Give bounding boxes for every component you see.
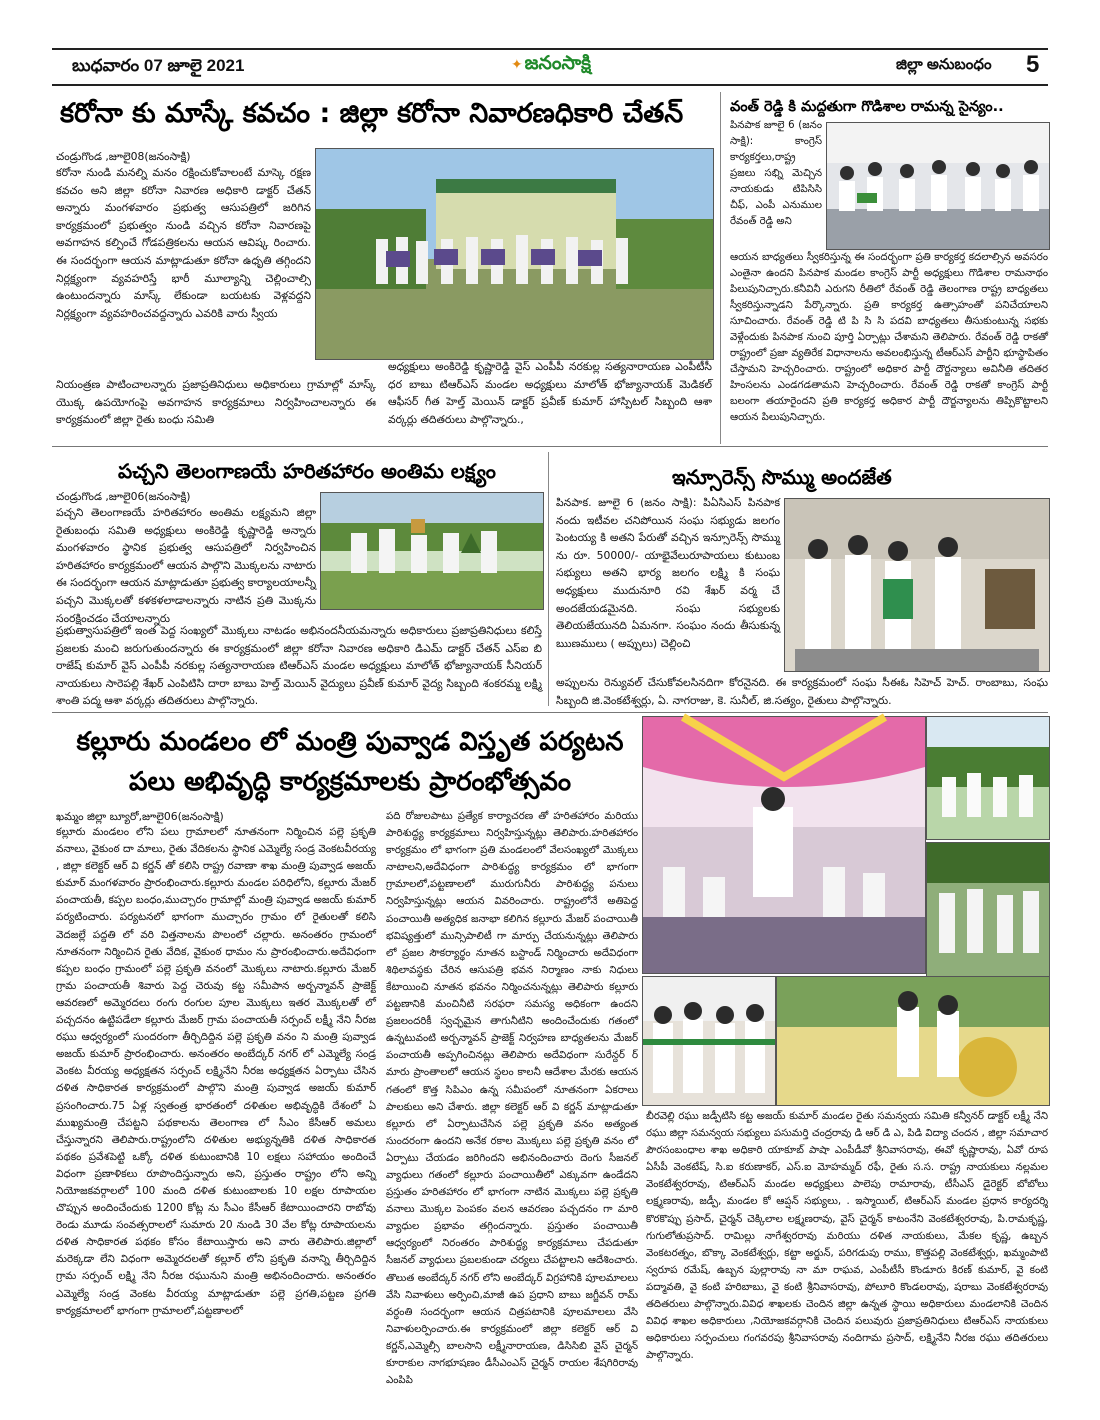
article5-photo-bottom-left <box>776 976 1050 1106</box>
article1-wide-text: నియంత్రణ పాటించాలన్నారు ప్రజాప్రతినిధులు అధికారులు గ్రామాల్లో మాస్క్ యొక్క ఉపయోగంపై అవగాహన కార్యక్రమాలు నిర్వహించాలన్నారు ఈ కార్యక్రమంలో జిల్లా రైతు బంధు సమితి <box>56 378 376 427</box>
article2-beside-photo: పినపాక జూలై 6 (జనం సాక్షి): కాంగ్రెస్ కార్యకర్తలు,రాష్ట్ర ప్రజలు సభ్ని మెచ్చిన నాయకుడు టిపిసిసి చీఫ్, ఎంపీ ఎనుముల రేవంత్ రెడ్డి అని <box>730 120 822 227</box>
masthead-logo <box>495 50 607 80</box>
article4-photo <box>784 498 1050 672</box>
article2-photo <box>826 122 1050 250</box>
article5-photo-main <box>642 716 926 974</box>
article3-wide-text: ప్రభుత్వాసుపత్రిలో ఇంత పెద్ద సంఖ్యలో మొక్కలు నాటడం అభినందనీయమన్నారు అధికారులు ప్రజాప్రతినిధులు కలిస్తే ప్రజలకు మంచి జరుగుతుందన్నారు ఈ కార్యక్రమంలో జిల్లా కరోనా నివారణ అధికారి డిఎమ్ డాక్టర్ చేతన్ ఎస్ఐ బి రాజేష్ కుమార్ వైస్ ఎంపీపీ నరకుల్ల సత్యనారాయణ టిఆర్ఎస్ మండల అధ్యక్షులు మాలోత్ భోజ్యానాయక్ సీనియర్ నాయకులు సారెపల్లి శేఖర్ ఎంపిటిసి దారా బాబు హెల్త్ మెయిన్ వైద్యులు ప్రవీణ్ కుమార్ వైద్య సిబ్బంది శంకరమ్మ లక్ష్మి శాంతి పద్మ ఆశా వర్కర్లు తదితరులు పాల్గొన్నారు. <box>56 624 542 708</box>
article1-dateline: చండ్రుగొండ ,జూలై08(జనంసాక్షి) <box>56 150 191 163</box>
article5-col1: కల్లూరు మండలం లోని పలు గ్రామాలలో నూతనంగా నిర్మించిన పల్లె ప్రకృతి వనాలు, వైకుంఠ దా మాలు, రైతు వేదికలను స్థానిక ఎమ్మెల్యే సండ్ర వెంకటవీరయ్య , జిల్లా కలెక్టర్ ఆర్ వి కర్ణన్ తో కలిసి రాష్ట్ర రవాణా శాఖ మంత్రి పువ్వాడ అజయ్ కుమార్ మంగళవారం ప్రారంభించారు.కల్లూరు మండల పరిధిలోని, కల్లూరు మేజర్ పంచాయతీ, కప్పల బంధం,ముచ్చారం గ్రామాల్లో మంత్రి పువ్వాడ అజయ్ కుమార్ పర్యటించారు. పర్యటనలో భాగంగా ముచ్చారం గ్రామం లో రైతులతో కలిసి వెదజల్లే పద్దతి లో వరి విత్తనాలను పొలంలో చల్లారు. అనంతరం గ్రామంలో నూతనంగా నిర్మించిన రైతు వేదిక, వైకుంఠ ధామం ను ప్రారంభించారు.అదేవిధంగా కప్పల బంధం గ్రామంలో పల్లె ప్రకృతి వనంలో మొక్కలు నాటారు.కల్లూరు మేజర్ గ్రామ పంచాయతీ శివారు పెద్ద చెరువు కట్ట సమీపాన అర్బన్మావన్ ప్రాజెక్ట్ ఆవరణలో అమ్మెరదలు రంగు రంగుల పూల మొక్కలు ఇతర మొక్కలతో లో పచ్చదనం ఉట్టిపడేలా కల్లూరు మేజర్ గ్రామ పంచాయతీ సర్పంచ్ లక్ష్మీ నేని నీరజ రఘు ఆధ్వర్యంలో సుందరంగా తీర్చిదిద్దిన పల్లె ప్రకృతి వనం ని మంత్రి పువ్వాడ అజయ్ కుమార్ ప్రారంభించారు. అనంతరం అంబేద్కర్ నగర్ లో ఎమ్మెల్యే సండ్ర వెంకట వీరయ్య అధ్యక్షతన సర్పంచ్ లక్ష్మినేని నీరజ అధ్యక్షతన ఏర్పాటు చేసిన దళిత సాధికారత కార్యక్రమంలో పాల్గొని మంత్రి పువ్వాడ అజయ్ కుమార్ ప్రసంగించారు.75 ఏళ్ల స్వతంత్ర భారతంలో దళితుల అభివృద్ధికి దేశంలో ఏ ముఖ్యమంత్రి చేపట్టని పథకాలను తెలంగాణ లో సీఎం కేసీఆర్ అమలు చేస్తున్నారని తెలిపారు.రాష్ట్రంలోని దళితుల అభ్యున్నతికి దళిత సాధికారత పథకం ప్రవేశపెట్టి ఒక్కో దళిత కుటుంబానికి 10 లక్షలు సహాయం అందించే విధంగా ప్రణాళికలు రూపొందిస్తున్నారు అని, ప్రస్తుతం రాష్ట్రం లోని అన్ని నియోజకవర్గాలలో 100 మంది దళిత కుటుంబాలకు 10 లక్షల రూపాయల చొప్పున అందించేందుకు 1200 కోట్ల ను సీఎం కేసీఆర్ కేటాయించారని రాబోవు రెండు మూడు సంవత్సరాలలో సుమారు 20 నుండి 30 వేల కోట్ల రూపాయలను దళిత సాధికారత పథకం కోసం కేటాయిస్తారు అని వారు తెలిపారు.జిల్లాలో మరెక్కడా లేని విధంగా అమ్మెరదలతో కల్లూర్ లోని ప్రకృతి వనాన్ని తీర్చిదిద్దిన గ్రామ సర్పంచ్ లక్ష్మి నేని నీరజ రఘునుని మంత్రి అభినందించారు. అనంతరం ఎమ్మెల్యే సండ్ర వెంకట వీరయ్య మాట్లాడుతూ పల్లె ప్రగతి,పట్టణ ప్రగతి కార్యక్రమాలలో భాగంగా గ్రామాలలో,పట్టణాలలో <box>56 826 376 1317</box>
article3-col1: పచ్చని తెలంగాణయే హరితహారం అంతిమ లక్ష్యమని జిల్లా రైతుబంధు సమితి అధ్యక్షులు అంకిరెడ్డి కృష్ణారెడ్డి అన్నారు మంగళవారం స్థానిక ప్రభుత్వ ఆసుపత్రిలో నిర్వహించిన హరితహారం కార్యక్రమంలో ఆయన పాల్గొని మొక్కలను నాటారు ఈ సందర్భంగా ఆయన మాట్లాడుతూ ప్రభుత్వ కార్యాలయాలన్నీ పచ్చని మొక్కలతో కళకళలాడాలన్నారు నాటిన ప్రతి మొక్కను సంరక్షించడం చేయాలన్నారు <box>56 506 316 625</box>
section-rule-2 <box>52 712 1048 713</box>
article5-col3: బీరవెల్లి రఘు జడ్పీటిసి కట్ట అజయ్ కుమార్ మండల రైతు సమన్వయ సమితి కన్వీనర్ డాక్టర్ లక్ష్మీ నేని రఘు జిల్లా సమన్వయ సభ్యులు పసుమర్తి చంద్రరావు డి ఆర్ డి ఎ, పిడి విద్యా చందన , జిల్లా సమాచార పౌరసంబంధాల శాఖ అధికారి యాకూబ్ పాషా ఎంపీడీవో శ్రీనివాసరావు, ఈవో కృష్ణారావు, ఏవో రూప ఏసీపీ వెంకటేష్, సి.ఐ కరుణాకర్, ఎస్.ఐ మోహమ్మద్ రఫీ, రైతు స.స. రాష్ట్ర నాయకులు నల్లమల వెంకటేశ్వరరావు, టిఆర్ఎస్ మండల అధ్యక్షులు పాలెపు రామారావు, టీసీఎస్ డైరెక్టర్ బోబోలు లక్ష్మణరావు, జడ్పీ, మండల కో ఆప్షన్ సభ్యులు, . ఇస్మాయిల్, టిఆర్ఎస్ మండల ప్రధాన కార్యదర్శి కొరకొప్పు ప్రసాద్, చైర్మన్ చెక్కిలాల లక్ష్మణరావు, వైస్ చైర్మన్ కాటంనేని వెంకటేశ్వరరావు, పి.రామకృష్ణ, గుగులోతుప్రసాద్. రామిల్లు నాగేశ్వరరావు మరియు దళిత నాయకులు, మేకల కృష్ణ, ఉబ్బన వెంకటరత్నం, బొక్కా వెంకటేశ్వర్లు, కట్టా అర్జున్, పరిగడుపు రాము, కొత్తపల్లి వెంకటేశ్వర్లు, ఖమ్మంపాటి స్వరూప రమేష్, ఉబ్బన పుల్లారావు నా మా రాఘవ, ఎంపీటీసీ కొండూరు కిరణ్ కుమార్, వై కంటి పద్మావతి, వై కంటి హరిబాబు, వై కంటి శ్రీనివాసరావు, పోలూరి కొండలరావు, షరాబు వెంకటేశ్వరరావు తదితరులు పాల్గొన్నారు.వివిధ శాఖలకు చెందిన జిల్లా ఉన్నత స్థాయి అధికారులు మండలానికి చెందిన వివిధ శాఖల అధికారులు ,నియోజకవర్గానికి చెందిన పలువురు ప్రజాప్రతినిధులు టిఆర్ఎస్ నాయకులు అధికారులు సర్పంచులు గంగవరపు శ్రీనివాసరావు నందిగామ ప్రసాద్, లక్ష్మినేని నీరజ రఘు తదితరులు పాల్గొన్నారు. <box>646 1111 1048 1362</box>
article5-photo-top-right <box>926 716 1050 840</box>
column-divider-mid <box>548 452 549 706</box>
article5-headline-line2: పలు అభివృద్ధి కార్యక్రమాలకు ప్రారంభోత్సవం <box>128 767 571 797</box>
page-number: 5 <box>1026 51 1040 78</box>
column-divider-top <box>720 92 721 444</box>
article1-col2: అధ్యక్షులు అంకిరెడ్డి కృష్ణారెడ్డి వైస్ ఎంపీపీ నరకుల్ల సత్యనారాయణ ఎంపీటీసీ ధర బాబు టిఆర్ఎస్ మండల అధ్యక్షులు మాలోత్ భోజ్యానాయక్ మెడికల్ ఆఫీసర్ గీత హెల్త్ మెయిన్ డాక్టర్ ప్రవీణ్ కుమార్ హాస్పిటల్ సిబ్బంది ఆశా వర్కర్లు తదితరులు పాల్గొన్నారు., <box>388 360 712 426</box>
article3-photo <box>320 492 544 610</box>
article5-photo-mid-right <box>926 842 1050 978</box>
logo-star-icon: ✦ <box>510 57 523 73</box>
section-rule-1 <box>52 446 1048 447</box>
article5-photo-bottom-mid <box>642 976 776 1106</box>
logo-text: జనంసాక్షి <box>524 51 592 74</box>
article3-dateline: చండ్రుగొండ ,జూలై06(జనంసాక్షి) <box>56 490 191 503</box>
article1-headline: కరోనా కు మాస్కే కవచం : జిల్లా కరోనా నివారణధికారి చేతన్ <box>60 98 684 129</box>
article4-col1: పినపాక. జూలై 6 (జనం సాక్షి): పిఏసిఎస్ పినపాక నందు ఇటీవల చనిపోయిన సంఘ సభ్యుడు జలగం పెంటయ్య కి అతని పేరుతో వచ్చిన ఇన్సూరెన్స్ సొమ్ము ను రూ. 50000/- యాభైవేలురూపాయలు కుటుంబ సభ్యులు అతని భార్య జలగం లక్ష్మి కి సంఘ అధ్యక్షులు ముదునూరి రవి శేఖర్ వర్మ చే అందజేయడమైనది. సంఘ సభ్యులకు తెలియజేయునది ఏమనగా. సంఘం నందు తీసుకున్న ఋణములు ( అప్పులు) చెల్లించి <box>556 496 780 650</box>
article3-headline: పచ్చని తెలంగాణయే హరితహారం అంతిమ లక్ష్యం <box>118 459 496 483</box>
header-bottom-rule <box>52 84 1048 86</box>
article4-headline: ఇన్సూరెన్స్ సొమ్ము అందజేత <box>672 465 892 489</box>
section-name: జిల్లా అనుబంధం <box>896 56 992 73</box>
article2-body: ఆయన బాధ్యతలు స్వీకరిస్తున్న ఈ సందర్భంగా ప్రతి కార్యకర్త కదలాల్సిన అవసరం ఎంతైనా ఉందని పినపాక మండల కాంగ్రెస్ పార్టీ అధ్యక్షులు గొడిశాల రామనాథం పిలుపునిచ్చారు.కనీవినీ ఎరుగని రీతిలో రేవంత్ రెడ్డి తెలంగాణ రాష్ట్ర బాధ్యతలు స్వీకరిస్తున్నాడని పేర్కొన్నారు. ప్రతి కార్యకర్త ఉత్సాహంతో పనిచేయాలని సూచించారు. రేవంత్ రెడ్డి టి పి సి సి పదవి బాధ్యతలు తీసుకుంటున్న సభకు వెళ్లేందుకు పినపాక నుంచి పూర్తి ఏర్పాట్లు చేశామని తెలిపారు. రేవంత్ రెడ్డి రాకతో రాష్ట్రంలో ప్రజా వ్యతిరేక విధానాలను అవలంభిస్తున్న టీఆర్ఎస్ పార్టీని భూస్థాపితం చేస్తామని హెచ్చరించారు. రాష్ట్రంలో అధికార పార్టీ దౌర్జన్యాలు అవినీతి తదితర హింసలను ఎండగడతామని హెచ్చరించారు. రేవంత్ రెడ్డి రాకతో కాంగ్రెస్ పార్టీ బలంగా తయారైందని ప్రతి కార్యకర్త అధికార పార్టీ దౌర్జన్యాలను తిప్పికొట్టాలని ఆయన పిలుపునిచ్చారు. <box>730 252 1048 423</box>
article1-col1: కరోనా నుండి మనల్ని మనం రక్షించుకోవాలంటే మాస్కె రక్షణ కవచం అని జిల్లా కరోనా నివారణ అధికారి డాక్టర్ చేతన్ అన్నారు మంగళవారం ప్రభుత్వ ఆసుపత్రిలో జరిగిన కార్యక్రమంలో ప్రభుత్వం నుండి వచ్చిన కరోనా నివారణపై అవగాహన కల్పించే గోడపత్రికలను ఆయన ఆవిష్క రించారు. ఈ సందర్భంగా ఆయన మాట్లాడుతూ కరోనా ఉధృతి తగ్గిందని నిర్లక్ష్యంగా వ్యవహరిస్తే భారీ మూల్యాన్ని చెల్లించాల్సి ఉంటుందన్నారు మాస్క్ లేకుండా బయటకు వెళ్లవద్దని నిర్లక్ష్యంగా వ్యవహరించవద్దన్నారు ఎవరికి వారు స్వీయ <box>56 166 311 320</box>
article4-wide-text: అప్పులను రెన్యువల్ చేసుకోవలసినదిగా కోరనైనది. ఈ కార్యక్రమంలో సంఘ సీఈఓ సిహెచ్ హెచ్. రాంబాబు, సంఘ సిబ్బంది జి.వెంకటేశ్వర్లు, ఏ. నాగరాజు, కె. సునీల్, జి.సత్యం, రైతులు పాల్గొన్నారు. <box>556 676 1048 707</box>
article5-col2: పది రోజులపాటు ప్రత్యేక కార్యాచరణ తో హరితహారం మరియు పారిశుద్ధ్య కార్యక్రమాలు నిర్వహిస్తున్నట్లు తెలిపారు.హరితహారం కార్యక్రమం లో భాగంగా ప్రతి మండలంలో వేలసంఖ్యలో మొక్కలు నాటాలని,అదేవిధంగా పారిశుద్ధ్య కార్యక్రమం లో భాగంగా గ్రామాలలో,పట్టణాలలో మురుగునీరు పారిశుద్ధ్య పనులు నిర్వహిస్తున్నట్లు ఆయన వివరించారు. రాష్ట్రంలోనే అతిపెద్ద పంచాయితీ అత్యధిక జనాభా కలిగిన కల్లూరు మేజర్ పంచాయితీ భవిష్యత్తులో మున్సిపాలిటీ గా మార్పు చేయనున్నట్లు తెలిపారు లో ప్రజల సౌకర్యార్థం నూతన బస్టాండ్ నిర్మించారు అదేవిధంగా శిథిలావస్థకు చేరిన ఆసుపత్రి భవన నిర్మాణం నాకు నిధులు కేటాయించి నూతన భవనం నిర్మించనున్నట్లు తెలిపారు కల్లూరు పట్టణానికి మంచినీటి సరఫరా సమస్య అధికంగా ఉందని ప్రజలందరికీ స్వచ్ఛమైన తాగునీటిని అందించేందుకు గతంలో ఉన్నటువంటి అర్బన్మావన్ ప్రాజెక్ట్ నిర్వహణ బాధ్యతలను మేజర్ పంచాయతీ అప్పగించినట్లు తెలిపారు అదేవిధంగా సురేన్దర్ ర్ మారు ప్రాంతాలలో ఆయన స్థలం కాలనీ ఆదేశాల మేరకు ఆయన గతంలో కొత్త సిపిఎం ఉన్న సమీపంలో నూతనంగా ఏకరాలు పాలకులు అని చేశారు. జిల్లా కలెక్టర్ ఆర్ వి కర్ణన్ మాట్లాడుతూ కల్లూరు లో ఏర్పాటుచేసిన పల్లె ప్రకృతి వనం అత్యంత సుందరంగా ఉందని అనేక రకాల మొక్కలు పల్లె ప్రకృతి వనం లో ఏర్పాటు చేయడం జరిగిందని అభినందించారు దెంగు సీజనల్ వ్యాధులు గతంలో కల్లూరు పంచాయితీలో ఎక్కువగా ఉండేదని ప్రస్తుతం హరితహారం లో భాగంగా నాటిన మొక్కలు పల్లె ప్రకృతి వనాలు మొక్కల పెంపకం వలన ఆవరణం పచ్చదనం గా మారి వ్యాధుల ప్రభావం తగ్గిందన్నారు. ప్రస్తుతం పంచాయితీ ఆధ్వర్యంలో నిరంతరం పారిశుద్ధ్య కార్యక్రమాలు చేపడుతూ సీజనల్ వ్యాధులు ప్రబలకుండా చర్యలు చేపట్టాలని ఆదేశించారు. తొలుత అంబేద్కర్ నగర్ లోని అంబేద్కర్ విగ్రహానికి పూలమాలలు వేసి నివాళులు అర్పించి,మాజీ ఉప ప్రధాని బాబు జగ్జీవన్ రామ్ వర్ధంతి సందర్భంగా ఆయన చిత్రపటానికి పూలమాలలు వేసి నివాళులర్పించారు.ఈ కార్యక్రమంలో జిల్లా కలెక్టర్ ఆర్ వి కర్ణన్,ఎమ్మెల్సీ బాలసాని లక్ష్మీనారాయణ, డిసిసిబి వైస్ చైర్మన్ కూరాకుల నాగభూషణం డీసీఎంఎస్ చైర్మన్ రాయల శేషగిరిరావు ఎంపిపి <box>386 811 638 1387</box>
article5-headline-line1: కల్లూరు మండలం లో మంత్రి పువ్వాడ విస్తృత పర్యటన <box>76 727 624 757</box>
article1-photo <box>315 148 714 360</box>
article2-headline: వంత్ రెడ్డి కి మద్దతుగా గొడిశాల రామన్న సైన్యం.. <box>730 99 1004 115</box>
issue-date: బుధవారం 07 జూలై 2021 <box>72 56 245 75</box>
article5-dateline: ఖమ్మం జిల్లా బ్యూరో,జూలై06(జనంసాక్షి) <box>56 810 224 823</box>
